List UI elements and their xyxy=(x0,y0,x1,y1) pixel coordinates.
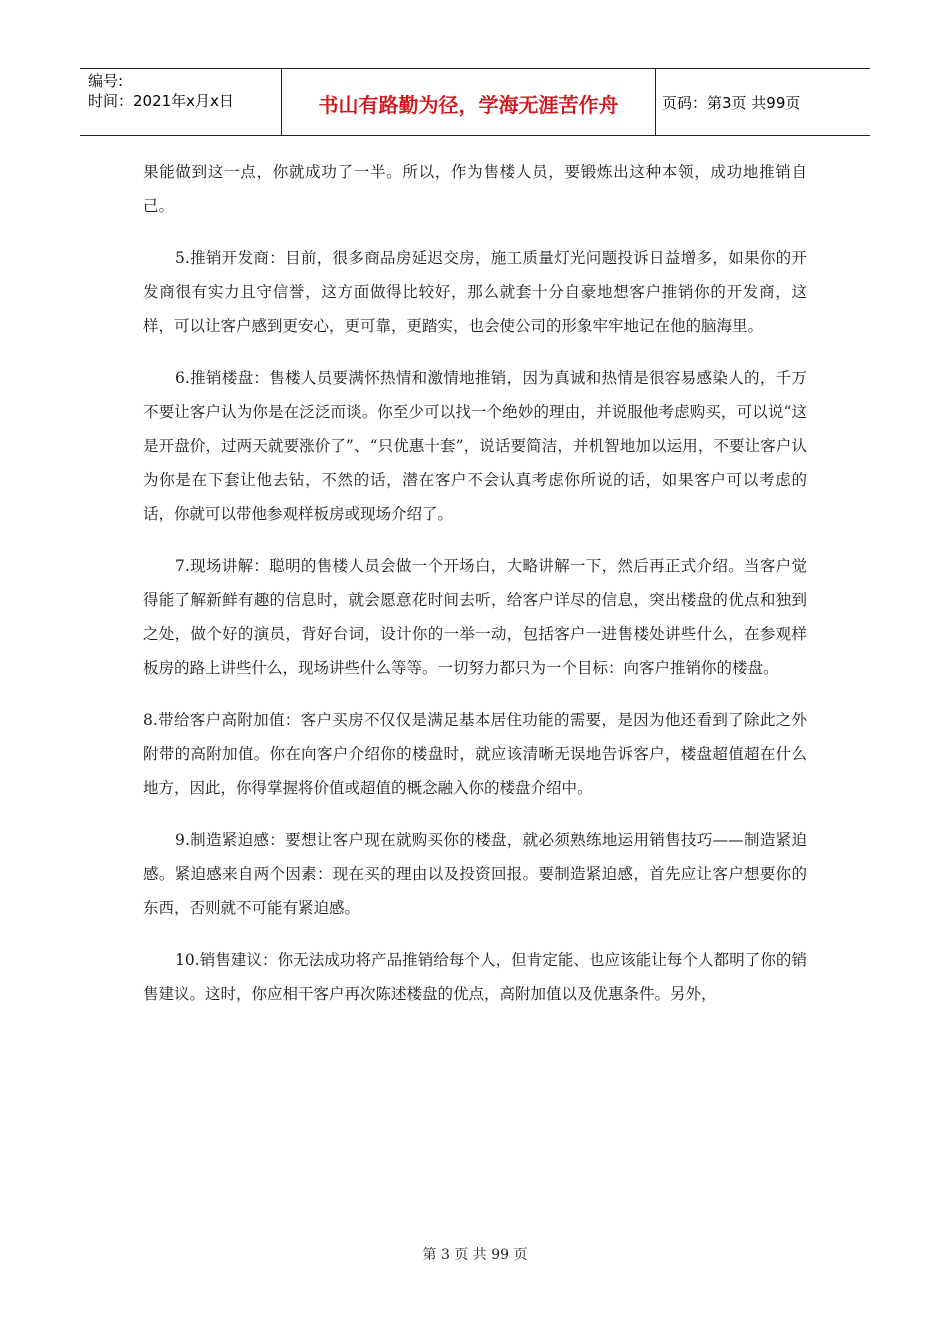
document-code-label: 编号: xyxy=(88,72,124,90)
paragraph-item-9: 9.制造紧迫感：要想让客户现在就购买你的楼盘，就必须熟练地运用销售技巧——制造紧迫感。紧迫感来自两个因素：现在买的理由以及投资回报。要制造紧迫感，首先应让客户想要你的东西，否则就不可能有紧迫感。 xyxy=(143,831,807,917)
page-header xyxy=(80,68,870,136)
header-meta xyxy=(80,69,282,135)
header-page-info: 页码：第3页 共99页 xyxy=(662,93,801,112)
paragraph-item-6: 6.推销楼盘：售楼人员要满怀热情和激情地推销，因为真诚和热情是很容易感染人的，千万不要让客户认为你是在泛泛而谈。你至少可以找一个绝妙的理由，并说服他考虑购买，可以说“这是开盘价，过两天就要涨价了”、“只优惠十套”，说话要简洁，并机智地加以运用，不要让客户认为你是在下套让他去钻，不然的话，潜在客户不会认真考虑你所说的话，如果客户可以考虑的话，你就可以带他参观样板房或现场介绍了。 xyxy=(143,369,807,523)
paragraph-item-7: 7.现场讲解：聪明的售楼人员会做一个开场白，大略讲解一下，然后再正式介绍。当客户觉得能了解新鲜有趣的信息时，就会愿意花时间去听，给客户详尽的信息，突出楼盘的优点和独到之处，做个好的演员，背好台词，设计你的一举一动，包括客户一进售楼处讲些什么，在参观样板房的路上讲些什么，现场讲些什么等等。一切努力都只为一个目标：向客户推销你的楼盘。 xyxy=(143,557,807,677)
document-body xyxy=(143,155,807,1011)
paragraph-item-5: 5.推销开发商：目前，很多商品房延迟交房，施工质量灯光问题投诉日益增多，如果你的开发商很有实力且守信誉，这方面做得比较好，那么就套十分自豪地想客户推销你的开发商，这样，可以让客户感到更安心，更可靠，更踏实，也会使公司的形象牢牢地记在他的脑海里。 xyxy=(143,249,807,335)
page-footer: 第 3 页 共 99 页 xyxy=(422,1247,528,1263)
header-motto: 书山有路勤为径，学海无涯苦作舟 xyxy=(282,69,656,135)
paragraph-item-10: 10.销售建议：你无法成功将产品推销给每个人，但肯定能、也应该能让每个人都明了你的销售建议。这时，你应相干客户再次陈述楼盘的优点，高附加值以及优惠条件。另外， xyxy=(143,951,807,1003)
paragraph-continuation: 果能做到这一点，你就成功了一半。所以，作为售楼人员，要锻炼出这种本领，成功地推销自己。 xyxy=(143,163,807,215)
document-time: 时间：2021年x月x日 xyxy=(88,92,234,110)
paragraph-item-8: 8.带给客户高附加值：客户买房不仅仅是满足基本居住功能的需要，是因为他还看到了除此之外附带的高附加值。你在向客户介绍你的楼盘时，就应该清晰无误地告诉客户，楼盘超值超在什么地方，因此，你得掌握将价值或超值的概念融入你的楼盘介绍中。 xyxy=(143,711,807,797)
